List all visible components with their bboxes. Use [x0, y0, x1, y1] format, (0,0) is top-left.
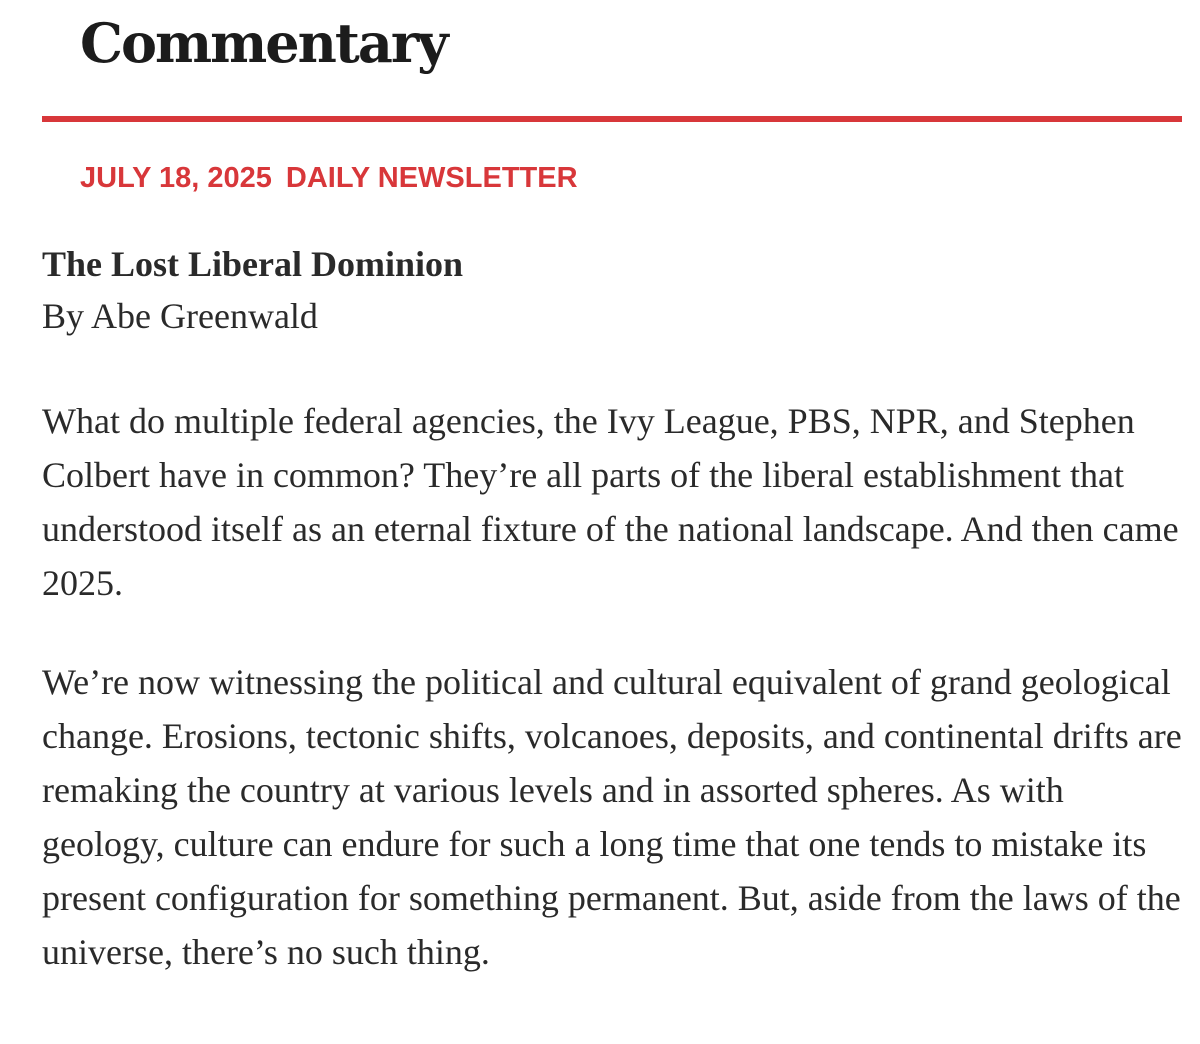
- article-title[interactable]: The Lost Liberal Dominion: [42, 244, 464, 284]
- article-paragraph: We’re now witnessing the political and cultural equivalent of grand geological change. Erosions, tectonic shifts, volcanoes, deposits, and continental drifts are remaking the country at various levels and in assorted spheres. As with geology, culture can endure for such a long time that one tends to mistake its present configuration for something permanent. But, aside from the laws of the universe, there’s no such thing.: [42, 662, 1182, 972]
- masthead-logo[interactable]: Commentary: [80, 11, 447, 75]
- issue-date: JULY 18, 2025: [80, 162, 272, 194]
- article-byline: By Abe Greenwald: [42, 296, 318, 336]
- newsletter-label: DAILY NEWSLETTER: [285, 162, 578, 194]
- header-divider: [42, 116, 1182, 122]
- article-paragraph: What do multiple federal agencies, the Ivy League, PBS, NPR, and Stephen Colbert have in common? They’re all parts of the liberal establishment that understood itself as an eternal fixture of the national landscape. And then came 2025.: [42, 401, 1179, 603]
- newsletter-kicker: [80, 160, 578, 196]
